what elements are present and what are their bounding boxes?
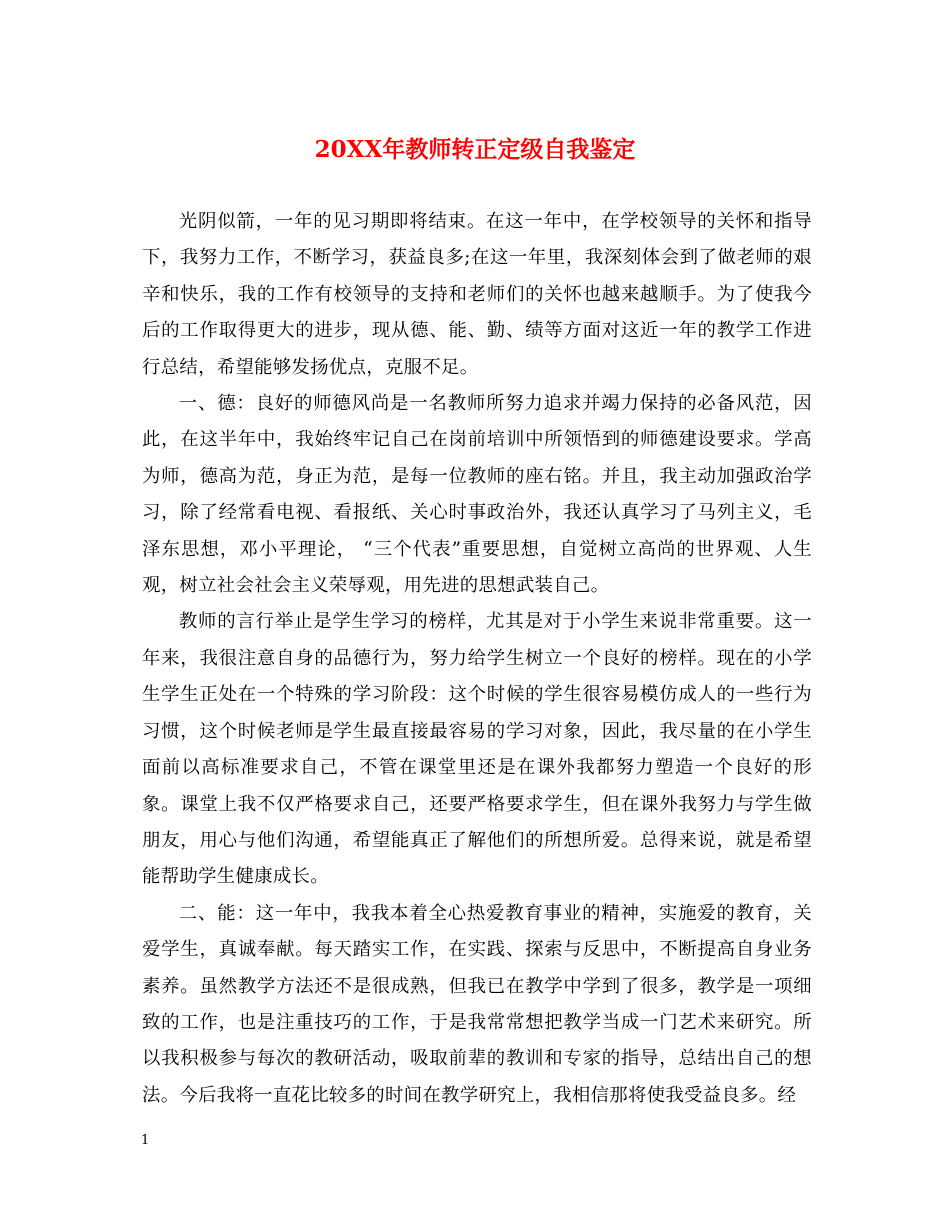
morality-paragraph: 一、德：良好的师德风尚是一名教师所努力追求并竭力保持的必备风范，因此，在这半年中，我始终牢记自己在岗前培训中所领悟到的师德建设要求。学高为师，德高为范，身正为范，是每一位教师的座右铭。并且，我主动加强政治学习，除了经常看电视、看报纸、关心时事政治外，我还认真学习了马列主义，毛泽东思想，邓小平理论， “三个代表”重要思想，自觉树立高尚的世界观、人生观，树立社会社会主义荣辱观，用先进的思想武装自己。 — [142, 393, 812, 597]
ability-paragraph: 二、能：这一年中，我我本着全心热爱教育事业的精神，实施爱的教育，关爱学生，真诚奉献。每天踏实工作，在实践、探索与反思中，不断提高自身业务素养。虽然教学方法还不是很成熟，但我已在教学中学到了很多，教学是一项细致的工作，也是注重技巧的工作，于是我常常想把教学当成一门艺术来研究。所以我积极参与每次的教研活动，吸取前辈的教训和专家的指导，总结出自己的想法。今后我将一直花比较多的时间在教学研究上，我相信那将使我受益良多。经 — [142, 902, 812, 1106]
page-number: 1 — [141, 1133, 150, 1148]
intro-paragraph: 光阴似箭，一年的见习期即将结束。在这一年中，在学校领导的关怀和指导下，我努力工作，不断学习，获益良多;在这一年里，我深刻体会到了做老师的艰辛和快乐，我的工作有校领导的支持和老师们的关怀也越来越顺手。为了使我今后的工作取得更大的进步，现从德、能、勤、绩等方面对这近一年的教学工作进行总结，希望能够发扬优点，克服不足。 — [142, 211, 812, 378]
document-title: 20XX年教师转正定级自我鉴定 — [314, 136, 636, 163]
role-model-paragraph: 教师的言行举止是学生学习的榜样，尤其是对于小学生来说非常重要。这一年来，我很注意自身的品德行为，努力给学生树立一个良好的榜样。现在的小学生学生正处在一个特殊的学习阶段：这个时候的学生很容易模仿成人的一些行为习惯，这个时候老师是学生最直接最容易的学习对象，因此，我尽量的在小学生面前以高标准要求自己，不管在课堂里还是在课外我都努力塑造一个良好的形象。课堂上我不仅严格要求自己，还要严格要求学生，但在课外我努力与学生做朋友，用心与他们沟通，希望能真正了解他们的所想所爱。总得来说，就是希望能帮助学生健康成长。 — [142, 611, 812, 888]
document-body — [142, 204, 812, 1114]
